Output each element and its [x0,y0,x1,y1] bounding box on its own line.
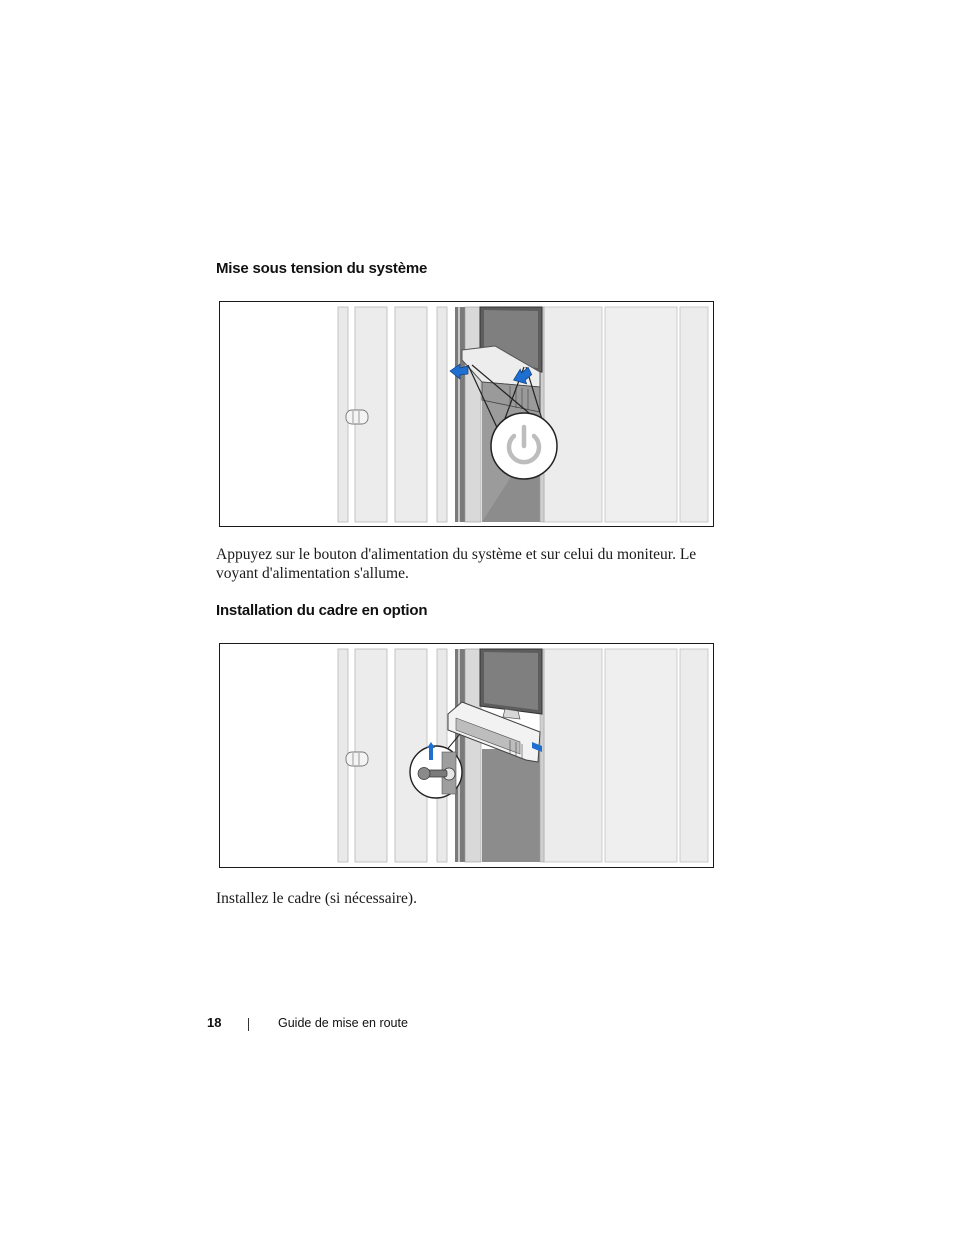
caption-bezel: Installez le cadre (si nécessaire). [216,890,417,907]
section-title-bezel: Installation du cadre en option [216,602,428,619]
caption-power-on: Appuyez sur le bouton d'alimentation du système et sur celui du moniteur. Le voyant d'alimentation s'allume. [216,546,697,582]
monitor [480,649,542,719]
page-number: 18 [207,1015,222,1030]
guide-title: Guide de mise en route [278,1016,408,1030]
page-footer [0,1015,954,1037]
figure-bezel [219,643,714,868]
door-handle [346,752,368,766]
figure-power-on [219,301,714,527]
section-title-power-on: Mise sous tension du système [216,260,428,277]
footer-separator [248,1018,249,1031]
door-handle [346,410,368,424]
power-callout [491,413,557,479]
